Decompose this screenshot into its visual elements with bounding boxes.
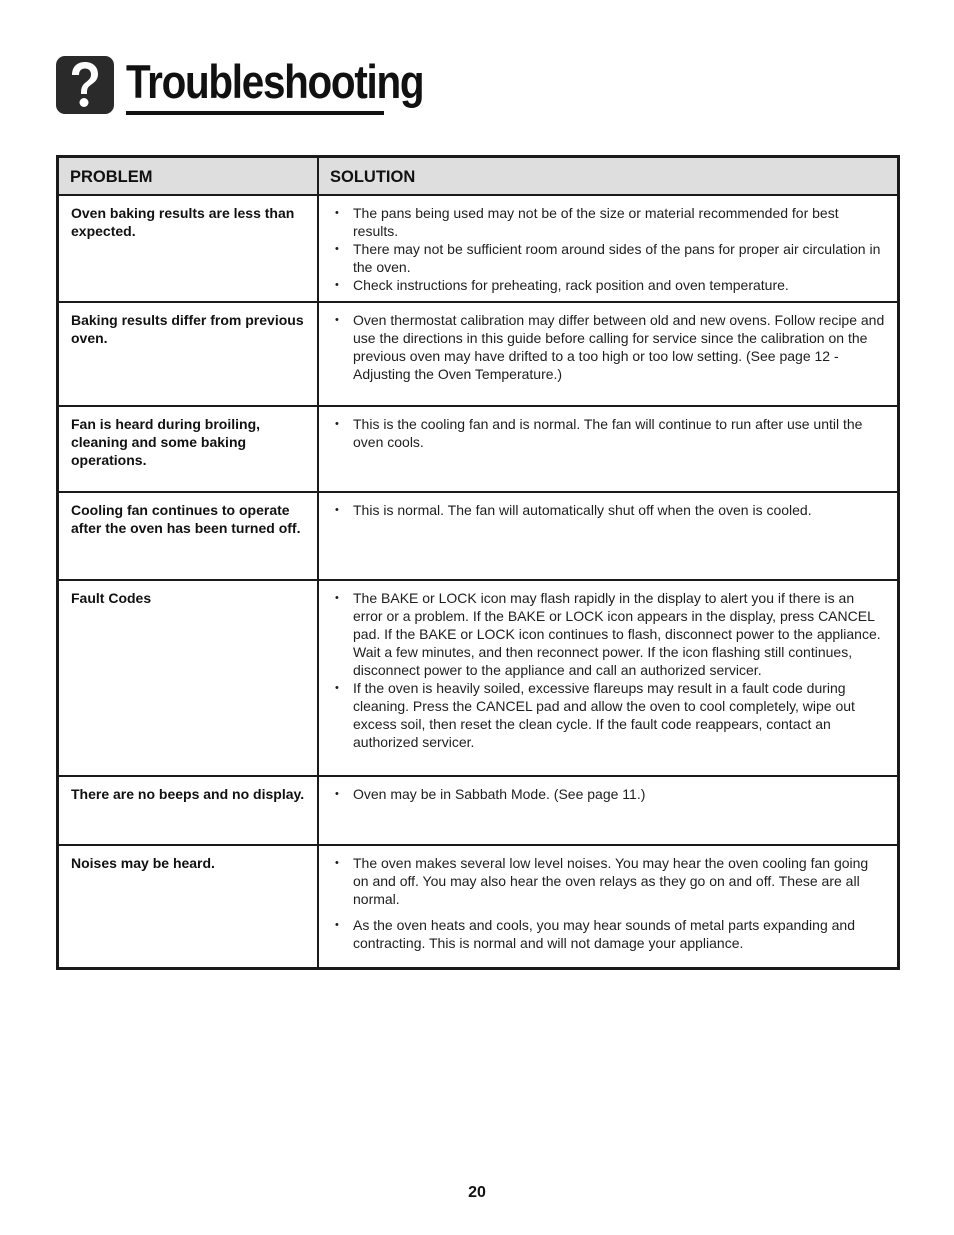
table-row: [59, 580, 897, 776]
solution-item: • There may not be sufficient room around sides of the pans for proper air circulation in the oven.: [333, 240, 885, 276]
troubleshooting-table: [56, 155, 900, 970]
solution-cell: [318, 406, 897, 492]
solution-item: • The BAKE or LOCK icon may flash rapidly in the display to alert you if there is an error or a problem. If the BAKE or LOCK icon appears in the display, press CANCEL pad. If the BAKE or LOCK icon continues to flash, disconnect power to the appliance. Wait a few minutes, and then reconnect power. If the icon flashing still continues, disconnect power to the appliance and call an authorized servicer.: [333, 589, 885, 679]
page-number: 20: [468, 1184, 486, 1201]
table-row: [59, 195, 897, 302]
solution-cell: [318, 845, 897, 967]
solution-item: • As the oven heats and cools, you may hear sounds of metal parts expanding and contracting. This is normal and will not damage your appliance.: [333, 916, 885, 952]
problem-cell: Noises may be heard.: [59, 845, 318, 967]
solution-cell: [318, 492, 897, 580]
table-row: [59, 492, 897, 580]
problem-cell: There are no beeps and no display.: [59, 776, 318, 845]
solution-item: • The oven makes several low level noises. You may hear the oven cooling fan going on and off. You may also hear the oven relays as they go on and off. These are all normal.: [333, 854, 885, 908]
table-header-row: [59, 158, 897, 195]
solution-cell: [318, 195, 897, 302]
solution-item: • Check instructions for preheating, rack position and oven temperature.: [333, 276, 885, 294]
solution-item: • The pans being used may not be of the size or material recommended for best results.: [333, 204, 885, 240]
solution-cell: [318, 776, 897, 845]
solution-item: • This is the cooling fan and is normal. The fan will continue to run after use until the oven cools.: [333, 415, 885, 451]
solution-item: • This is normal. The fan will automatically shut off when the oven is cooled.: [333, 501, 885, 519]
column-header-solution: SOLUTION: [318, 158, 897, 195]
column-header-problem: PROBLEM: [59, 158, 318, 195]
question-mark-icon: [56, 56, 114, 114]
solution-cell: [318, 302, 897, 406]
solution-item: • Oven may be in Sabbath Mode. (See page 11.): [333, 785, 885, 803]
table-row: [59, 776, 897, 845]
problem-cell: Fan is heard during broiling, cleaning and some baking operations.: [59, 406, 318, 492]
solution-cell: [318, 580, 897, 776]
problem-cell: Oven baking results are less than expected.: [59, 195, 318, 302]
problem-cell: Cooling fan continues to operate after the oven has been turned off.: [59, 492, 318, 580]
title-underline: [126, 111, 384, 115]
problem-cell: Fault Codes: [59, 580, 318, 776]
page-title: Troubleshooting: [126, 55, 424, 108]
solution-item: • Oven thermostat calibration may differ between old and new ovens. Follow recipe and use the directions in this guide before calling for service since the calibration on the previous oven may have drifted to a too high or too low setting. (See page 12 - Adjusting the Oven Temperature.): [333, 311, 885, 383]
table-row: [59, 406, 897, 492]
table-row: [59, 845, 897, 967]
problem-cell: Baking results differ from previous oven.: [59, 302, 318, 406]
solution-item: • If the oven is heavily soiled, excessive flareups may result in a fault code during cleaning. Press the CANCEL pad and allow the oven to cool completely, wipe out excess soil, then reset the clean cycle. If the fault code reappears, contact an authorized servicer.: [333, 679, 885, 751]
table-row: [59, 302, 897, 406]
